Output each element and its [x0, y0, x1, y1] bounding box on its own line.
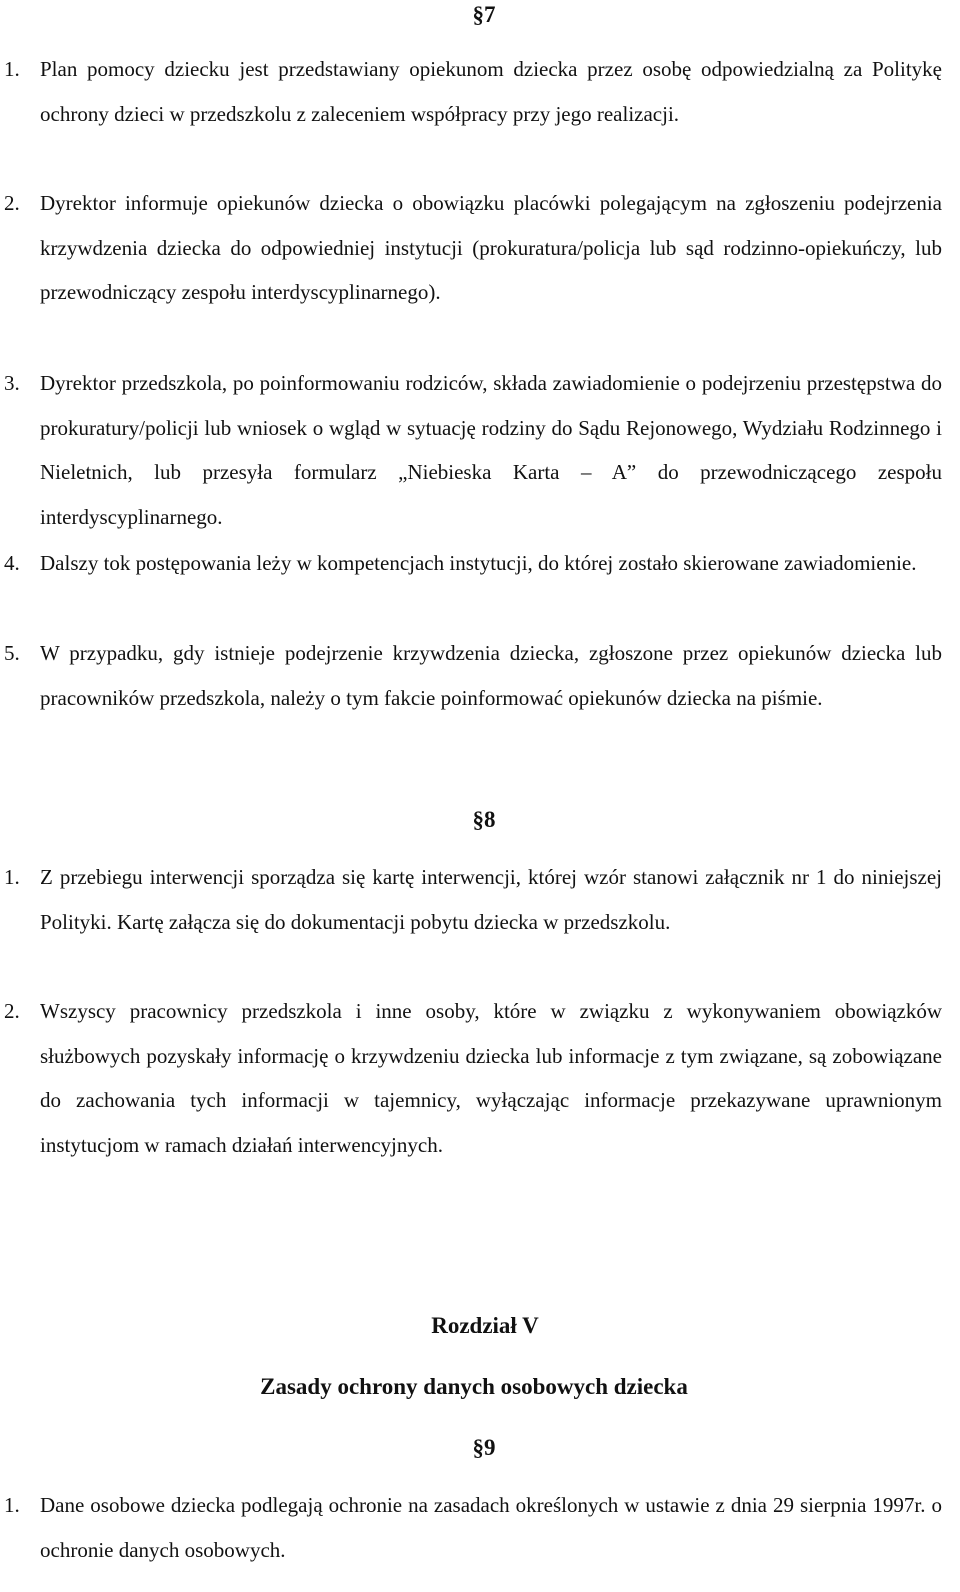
section-8-mark: §8 [472, 807, 496, 832]
chapter-title: Rozdział V [431, 1313, 539, 1338]
item-text: Dane osobowe dziecka podlegają ochronie na zasadach określonych w ustawie z dnia 29 sierpnia 1997r. o ochronie danych osobowych. [40, 1493, 942, 1562]
section-9-mark: §9 [472, 1435, 496, 1460]
item-text: Wszyscy pracownicy przedszkola i inne osoby, które w związku z wykonywaniem obowiązków służbowych pozyskały informację o krzywdzeniu dziecka lub informacje z tym związane, są zobowiązane do zachowania tych informacji w tajemnicy, wyłączając informacje przekazywane uprawnionym instytucjom w ramach działań interwencyjnych. [40, 999, 942, 1157]
item-number: 1. [4, 57, 20, 81]
item-number: 5. [4, 641, 20, 665]
item-number: 4. [4, 551, 20, 575]
item-text: Dyrektor przedszkola, po poinformowaniu rodziców, składa zawiadomienie o podejrzeniu przestępstwa do prokuratury/policji lub wniosek o wgląd w sytuację rodziny do Sądu Rejonowego, Wydziału Rodzinnego i Nieletnich, lub przesyła formularz „Niebieska Karta – A” do przewodniczącego zespołu interdyscyplinarnego. [40, 371, 942, 529]
item-number: 1. [4, 1493, 20, 1517]
item-text: Dyrektor informuje opiekunów dziecka o obowiązku placówki polegającym na zgłoszeniu podejrzenia krzywdzenia dziecka do odpowiedniej instytucji (prokuratura/policja lub sąd rodzinno-opiekuńczy, lub przewodniczący zespołu interdyscyplinarnego). [40, 191, 942, 304]
item-text: Plan pomocy dziecku jest przedstawiany opiekunom dziecka przez osobę odpowiedzialną za Politykę ochrony dzieci w przedszkolu z zaleceniem współpracy przy jego realizacji. [40, 57, 942, 126]
item-number: 2. [4, 191, 20, 215]
item-text: W przypadku, gdy istnieje podejrzenie krzywdzenia dziecka, zgłoszone przez opiekunów dziecka lub pracowników przedszkola, należy o tym fakcie poinformować opiekunów dziecka na piśmie. [40, 641, 942, 710]
chapter-subtitle: Zasady ochrony danych osobowych dziecka [260, 1374, 688, 1399]
item-text: Z przebiegu interwencji sporządza się kartę interwencji, której wzór stanowi załącznik nr 1 do niniejszej Polityki. Kartę załącza się do dokumentacji pobytu dziecka w przedszkolu. [40, 865, 942, 934]
item-number: 2. [4, 999, 20, 1023]
section-7-mark: §7 [472, 2, 496, 27]
item-number: 3. [4, 371, 20, 395]
item-number: 1. [4, 865, 20, 889]
item-text: Dalszy tok postępowania leży w kompetencjach instytucji, do której zostało skierowane zawiadomienie. [40, 551, 917, 575]
